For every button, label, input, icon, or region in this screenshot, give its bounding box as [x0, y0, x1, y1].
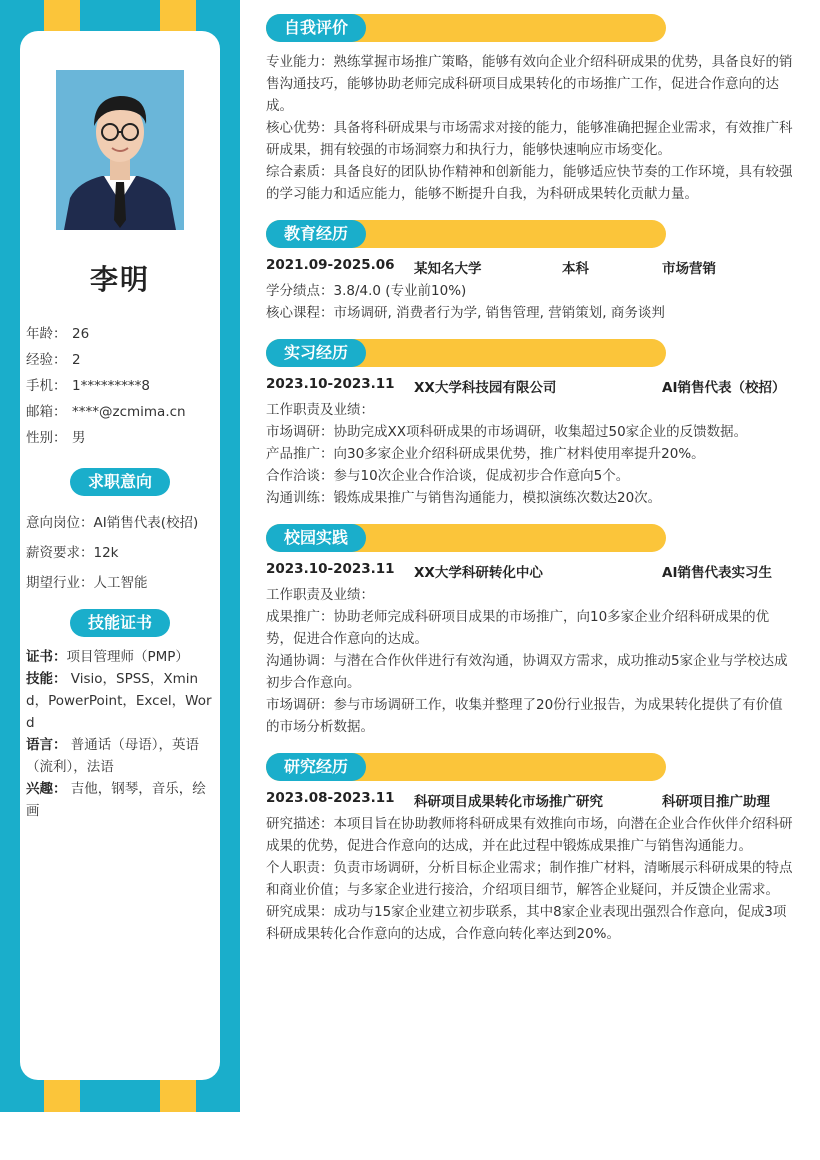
section-title: 研究经历: [266, 753, 366, 781]
self-eval-paragraph: 综合素质：具备良好的团队协作精神和创新能力，能够适应快节奏的工作环境，具有较强的学习能力和适应能力，能够不断提升自我，为科研成果转化贡献力量。: [266, 164, 793, 202]
intent-position: [26, 511, 198, 531]
info-age: [26, 322, 89, 342]
info-experience: [26, 348, 81, 368]
skill-value: 项目管理师（PMP）: [66, 649, 189, 665]
skill-value: Visio，SPSS，Xmind，PowerPoint，Excel，Word: [26, 671, 212, 731]
section-education: [266, 220, 666, 248]
info-label: 性别：: [26, 430, 67, 446]
section-research: [266, 753, 666, 781]
info-email: [26, 400, 186, 420]
skill-item: [26, 734, 214, 778]
info-value: ****@zcmima.cn: [72, 404, 186, 420]
campus-line: 工作职责及业绩：: [266, 587, 374, 603]
internship-header: [266, 376, 796, 398]
section-self-eval: [266, 14, 666, 42]
avatar: [56, 70, 184, 230]
info-phone: [26, 374, 150, 394]
research-line: 研究描述：本项目旨在协助教师将科研成果有效推向市场，向潜在企业合作伙伴介绍科研成果的优势，促进合作意向的达成，并在此过程中锻炼成果推广与销售沟通能力。: [266, 816, 793, 854]
skill-label: 技能：: [26, 671, 67, 687]
research-content: [266, 813, 796, 945]
intent-label: 期望行业：: [26, 575, 94, 591]
skill-item: [26, 646, 214, 668]
self-eval-content: [266, 51, 796, 205]
campus-header: [266, 561, 796, 583]
campus-content: [266, 584, 796, 738]
intent-salary: [26, 541, 119, 561]
info-value: 男: [72, 430, 86, 446]
info-gender: [26, 426, 86, 446]
skill-item: [26, 778, 214, 822]
internship-company: XX大学科技园有限公司: [414, 380, 557, 396]
self-eval-paragraph: 核心优势：具备将科研成果与市场需求对接的能力，能够准确把握企业需求，有效推广科研成果，拥有较强的市场洞察力和执行力，能够快速响应市场变化。: [266, 120, 793, 158]
research-line: 研究成果：成功与15家企业建立初步联系，其中8家企业表现出强烈合作意向，促成3项科研成果转化合作意向的达成，合作意向转化率达到20%。: [266, 904, 787, 942]
info-label: 邮箱：: [26, 404, 67, 420]
candidate-name: 李明: [89, 263, 150, 296]
section-title: 实习经历: [266, 339, 366, 367]
skill-label: 兴趣：: [26, 781, 67, 797]
education-line: 学分绩点：3.8/4.0 (专业前10%): [266, 283, 467, 299]
info-value: 2: [72, 352, 81, 368]
education-content: [266, 280, 796, 324]
internship-line: 沟通训练：锻炼成果推广与销售沟通能力，模拟演练次数达20次。: [266, 490, 662, 506]
campus-line: 沟通协调：与潜在合作伙伴进行有效沟通，协调双方需求，成功推动5家企业与学校达成初步合作意向。: [266, 653, 788, 691]
internship-period: 2023.10-2023.11: [266, 376, 395, 392]
section-campus: [266, 524, 666, 552]
skills-list: [26, 646, 214, 822]
info-label: 手机：: [26, 378, 67, 394]
internship-content: [266, 399, 796, 509]
campus-role: AI销售代表实习生: [662, 565, 772, 581]
research-project: 科研项目成果转化市场推广研究: [414, 794, 603, 810]
skills-heading: 技能证书: [70, 609, 170, 637]
internship-line: 工作职责及业绩：: [266, 402, 374, 418]
campus-period: 2023.10-2023.11: [266, 561, 395, 577]
internship-line: 产品推广：向30多家企业介绍科研成果优势，推广材料使用率提升20%。: [266, 446, 705, 462]
section-title: 自我评价: [266, 14, 366, 42]
campus-org: XX大学科研转化中心: [414, 565, 543, 581]
education-line: 核心课程：市场调研, 消费者行为学, 销售管理, 营销策划, 商务谈判: [266, 305, 665, 321]
research-role: 科研项目推广助理: [662, 794, 770, 810]
info-label: 年龄：: [26, 326, 67, 342]
skill-label: 证书：: [26, 649, 67, 665]
campus-line: 市场调研：参与市场调研工作，收集并整理了20份行业报告，为成果转化提供了有价值的市场分析数据。: [266, 697, 783, 735]
intent-industry: [26, 571, 148, 591]
skill-value: 普通话（母语），英语（流利），法语: [26, 737, 200, 775]
education-school: 某知名大学: [414, 261, 482, 277]
info-value: 26: [72, 326, 90, 342]
intent-value: 人工智能: [93, 575, 148, 591]
education-degree: 本科: [562, 261, 589, 277]
intent-label: 意向岗位：: [26, 515, 94, 531]
skill-label: 语言：: [26, 737, 67, 753]
intent-value: 12k: [93, 545, 119, 561]
section-internship: [266, 339, 666, 367]
info-value: 1*********8: [72, 378, 150, 394]
intent-heading: 求职意向: [70, 468, 170, 496]
education-period: 2021.09-2025.06: [266, 257, 395, 273]
self-eval-paragraph: 专业能力：熟练掌握市场推广策略，能够有效向企业介绍科研成果的优势，具备良好的销售沟通技巧，能够协助老师完成科研项目成果转化的市场推广工作，促进合作意向的达成。: [266, 54, 793, 114]
skill-value: 吉他，钢琴，音乐，绘画: [26, 781, 206, 819]
education-major: 市场营销: [662, 261, 716, 277]
intent-label: 薪资要求：: [26, 545, 94, 561]
section-title: 教育经历: [266, 220, 366, 248]
internship-role: AI销售代表（校招）: [662, 380, 786, 396]
research-header: [266, 790, 796, 812]
education-header: [266, 257, 796, 279]
section-title: 校园实践: [266, 524, 366, 552]
internship-line: 市场调研：协助完成XX项科研成果的市场调研，收集超过50家企业的反馈数据。: [266, 424, 748, 440]
campus-line: 成果推广：协助老师完成科研项目成果的市场推广，向10多家企业介绍科研成果的优势，促进合作意向的达成。: [266, 609, 770, 647]
internship-line: 合作洽谈：参与10次企业合作洽谈，促成初步合作意向5个。: [266, 468, 630, 484]
research-period: 2023.08-2023.11: [266, 790, 395, 806]
intent-value: AI销售代表(校招): [93, 515, 199, 531]
research-line: 个人职责：负责市场调研，分析目标企业需求；制作推广材料，清晰展示科研成果的特点和商业价值；与多家企业进行接洽，介绍项目细节，解答企业疑问，并反馈企业需求。: [266, 860, 793, 898]
skill-item: [26, 668, 214, 734]
info-label: 经验：: [26, 352, 67, 368]
